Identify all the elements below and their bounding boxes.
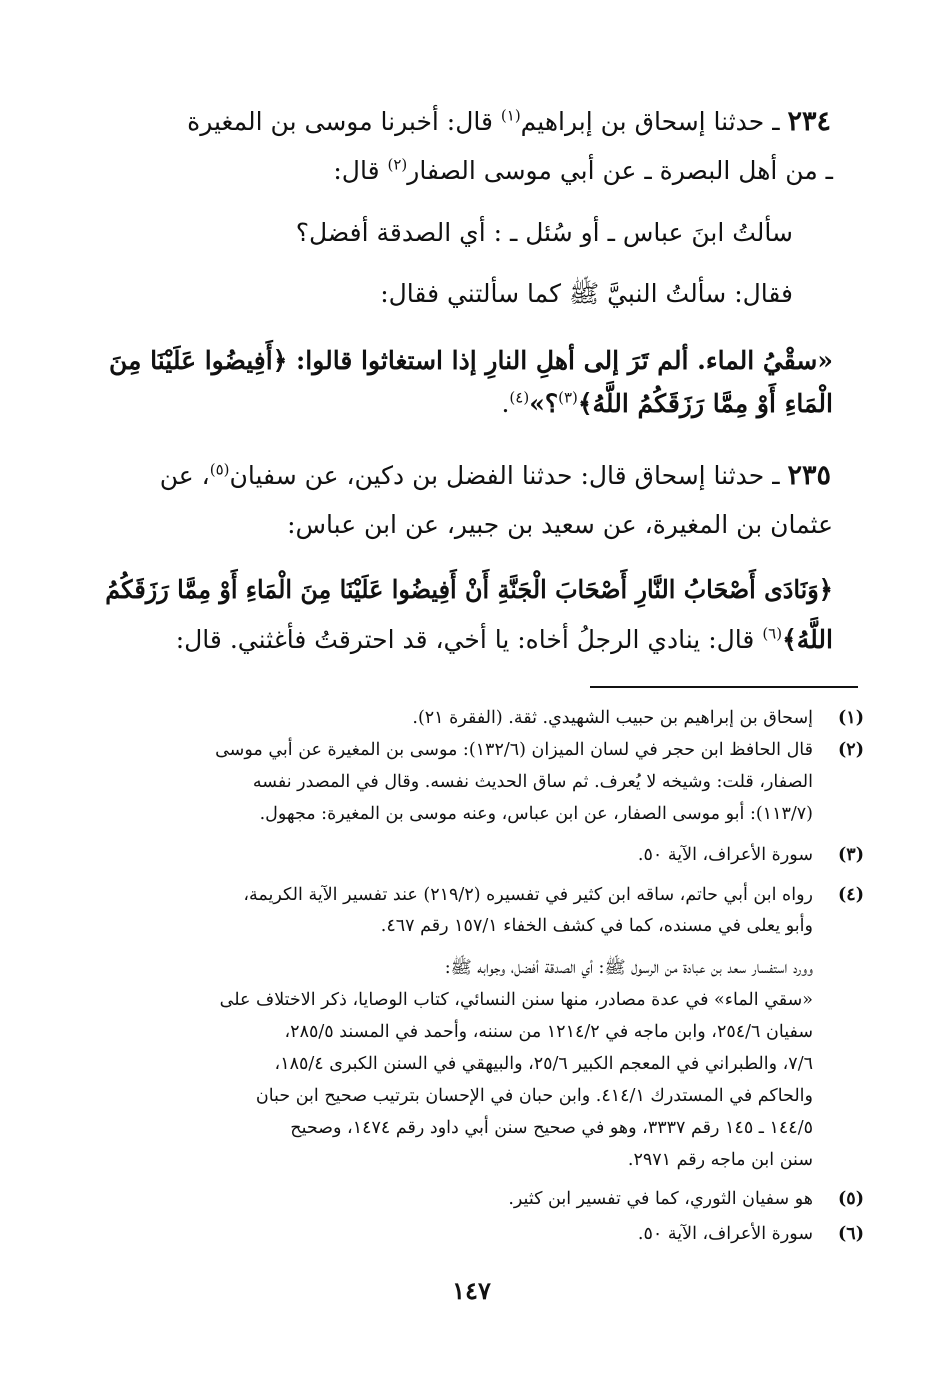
hadith-234-line-4: فقال: سألتُ النبيَّ ﷺ كما سألتني فقال: [380, 279, 793, 308]
text: قال: أخبرنا موسى بن المغيرة [187, 107, 501, 136]
quran-text: الْمَاءِ أَوْ مِمَّا رَزَقَكُمُ اللَّهُ﴾ [577, 389, 833, 418]
footnote-line: هو سفيان الثوري، كما في تفسير ابن كثير. [508, 1189, 813, 1209]
footnote-line: الصفار، قلت: وشيخه لا يُعرف. ثم ساق الحديث نفسه. وقال في المصدر نفسه [252, 772, 813, 792]
text: ، عن [159, 461, 210, 490]
text: . [501, 389, 510, 418]
footnote-ref: (٣) [558, 388, 578, 407]
page-number: ١٤٧ [452, 1276, 491, 1305]
footnote-line: «سقي الماء» في عدة مصادر، منها سنن النسائي، كتاب الوصايا، ذكر الاختلاف على [219, 990, 813, 1010]
footnote-line: سورة الأعراف، الآية ٥٠. [637, 1224, 813, 1244]
hadith-235-line-3: ﴿وَنَادَى أَصْحَابُ النَّارِ أَصْحَابَ الْجَنَّةِ أَنْ أَفِيضُوا عَلَيْنَا مِنَ الْمَاءِ أَوْ مِمَّا رَزَقَكُمُ [105, 575, 833, 604]
footnote-ref: (٢) [387, 155, 408, 174]
footnote-ref: (٥) [209, 460, 230, 479]
hadith-235-line-1 [160, 456, 831, 496]
footnote-ref: (٦) [762, 624, 783, 643]
footnote-line: وورد استفسار سعد بن عبادة من الرسول ﷺ: أي الصدقة أفضل، وجوابه ﷺ: [444, 958, 813, 978]
hadith-234-line-3: سألتُ ابنَ عباس ـ أو سُئل ـ : أي الصدقة أفضل؟ [295, 218, 793, 247]
text: ـ حدثنا إسحاق قال: حدثنا الفضل بن دكين، عن سفيان [229, 461, 780, 490]
footnote-line: إسحاق بن إبراهيم بن حبيب الشهيدي. ثقة. (الفقرة ٢١). [412, 708, 813, 728]
footnote-line: والحاكم في المستدرك ٤١٤/١. وابن حبان في الإحسان بترتيب صحيح ابن حبان [255, 1086, 813, 1106]
hadith-235-line-4 [176, 620, 833, 660]
quran-text: اللَّهُ﴾ [782, 625, 833, 654]
footnote-line: رواه ابن أبي حاتم، ساقه ابن كثير في تفسيره (٢١٩/٢) عند تفسير الآية الكريمة، [243, 885, 813, 905]
footnote-separator [590, 686, 858, 688]
footnote-line: سنن ابن ماجه رقم ٢٩٧١. [627, 1150, 813, 1170]
hadith-234-line-1 [187, 102, 831, 142]
text: ـ من أهل البصرة ـ عن أبي موسى الصفار [407, 156, 833, 185]
footnote-number: (٤) [838, 885, 864, 905]
footnote-number: (٢) [838, 740, 864, 760]
footnote-line: (١١٣/٧): أبو موسى الصفار، عن ابن عباس، وعنه موسى بن المغيرة: مجهول. [259, 804, 813, 824]
hadith-234-line-6 [501, 384, 833, 424]
footnote-ref: (١) [500, 106, 521, 125]
text: ـ حدثنا إسحاق بن إبراهيم [520, 107, 780, 136]
hadith-235-line-2: عثمان بن المغيرة، عن سعيد بن جبير، عن ابن عباس: [287, 510, 833, 539]
text: ؟» [529, 389, 559, 418]
footnote-number: (٣) [838, 845, 864, 865]
footnote-line: قال الحافظ ابن حجر في لسان الميزان (١٣٢/٦): موسى بن المغيرة عن أبي موسى [215, 740, 813, 760]
footnote-ref: (٤) [509, 388, 530, 407]
footnote-line: وأبو يعلى في مسنده، كما في كشف الخفاء ١٥٧/١ رقم ٤٦٧. [380, 916, 813, 936]
hadith-number: ٢٣٥ [787, 460, 831, 491]
text: قال: ينادي الرجلُ أخاه: يا أخي، قد احترقتُ فأغثني. قال: [175, 625, 763, 654]
text: قال: [333, 156, 388, 185]
hadith-234-line-5: «سقْيُ الماء. ألم تَرَ إلى أهلِ النارِ إذا استغاثوا قالوا: ﴿أَفِيضُوا عَلَيْنَا مِنَ [109, 346, 833, 375]
footnote-line: سورة الأعراف، الآية ٥٠. [637, 845, 813, 865]
footnote-line: سفيان ٢٥٤/٦، وابن ماجه في ١٢١٤/٢ من سننه، وأحمد في المسند ٢٨٥/٥، [284, 1022, 813, 1042]
footnote-number: (٦) [838, 1224, 864, 1244]
footnote-line: ٧/٦، والطبراني في المعجم الكبير ٢٥/٦، والبيهقي في السنن الكبرى ١٨٥/٤، [274, 1054, 813, 1074]
hadith-number: ٢٣٤ [787, 106, 831, 137]
footnote-number: (١) [838, 708, 864, 728]
hadith-234-line-2 [333, 151, 833, 191]
footnote-number: (٥) [838, 1189, 864, 1209]
footnote-line: ١٤٤/٥ ـ ١٤٥ رقم ٣٣٣٧، وهو في صحيح سنن أبي داود رقم ١٤٧٤، وصحيح [290, 1118, 813, 1138]
